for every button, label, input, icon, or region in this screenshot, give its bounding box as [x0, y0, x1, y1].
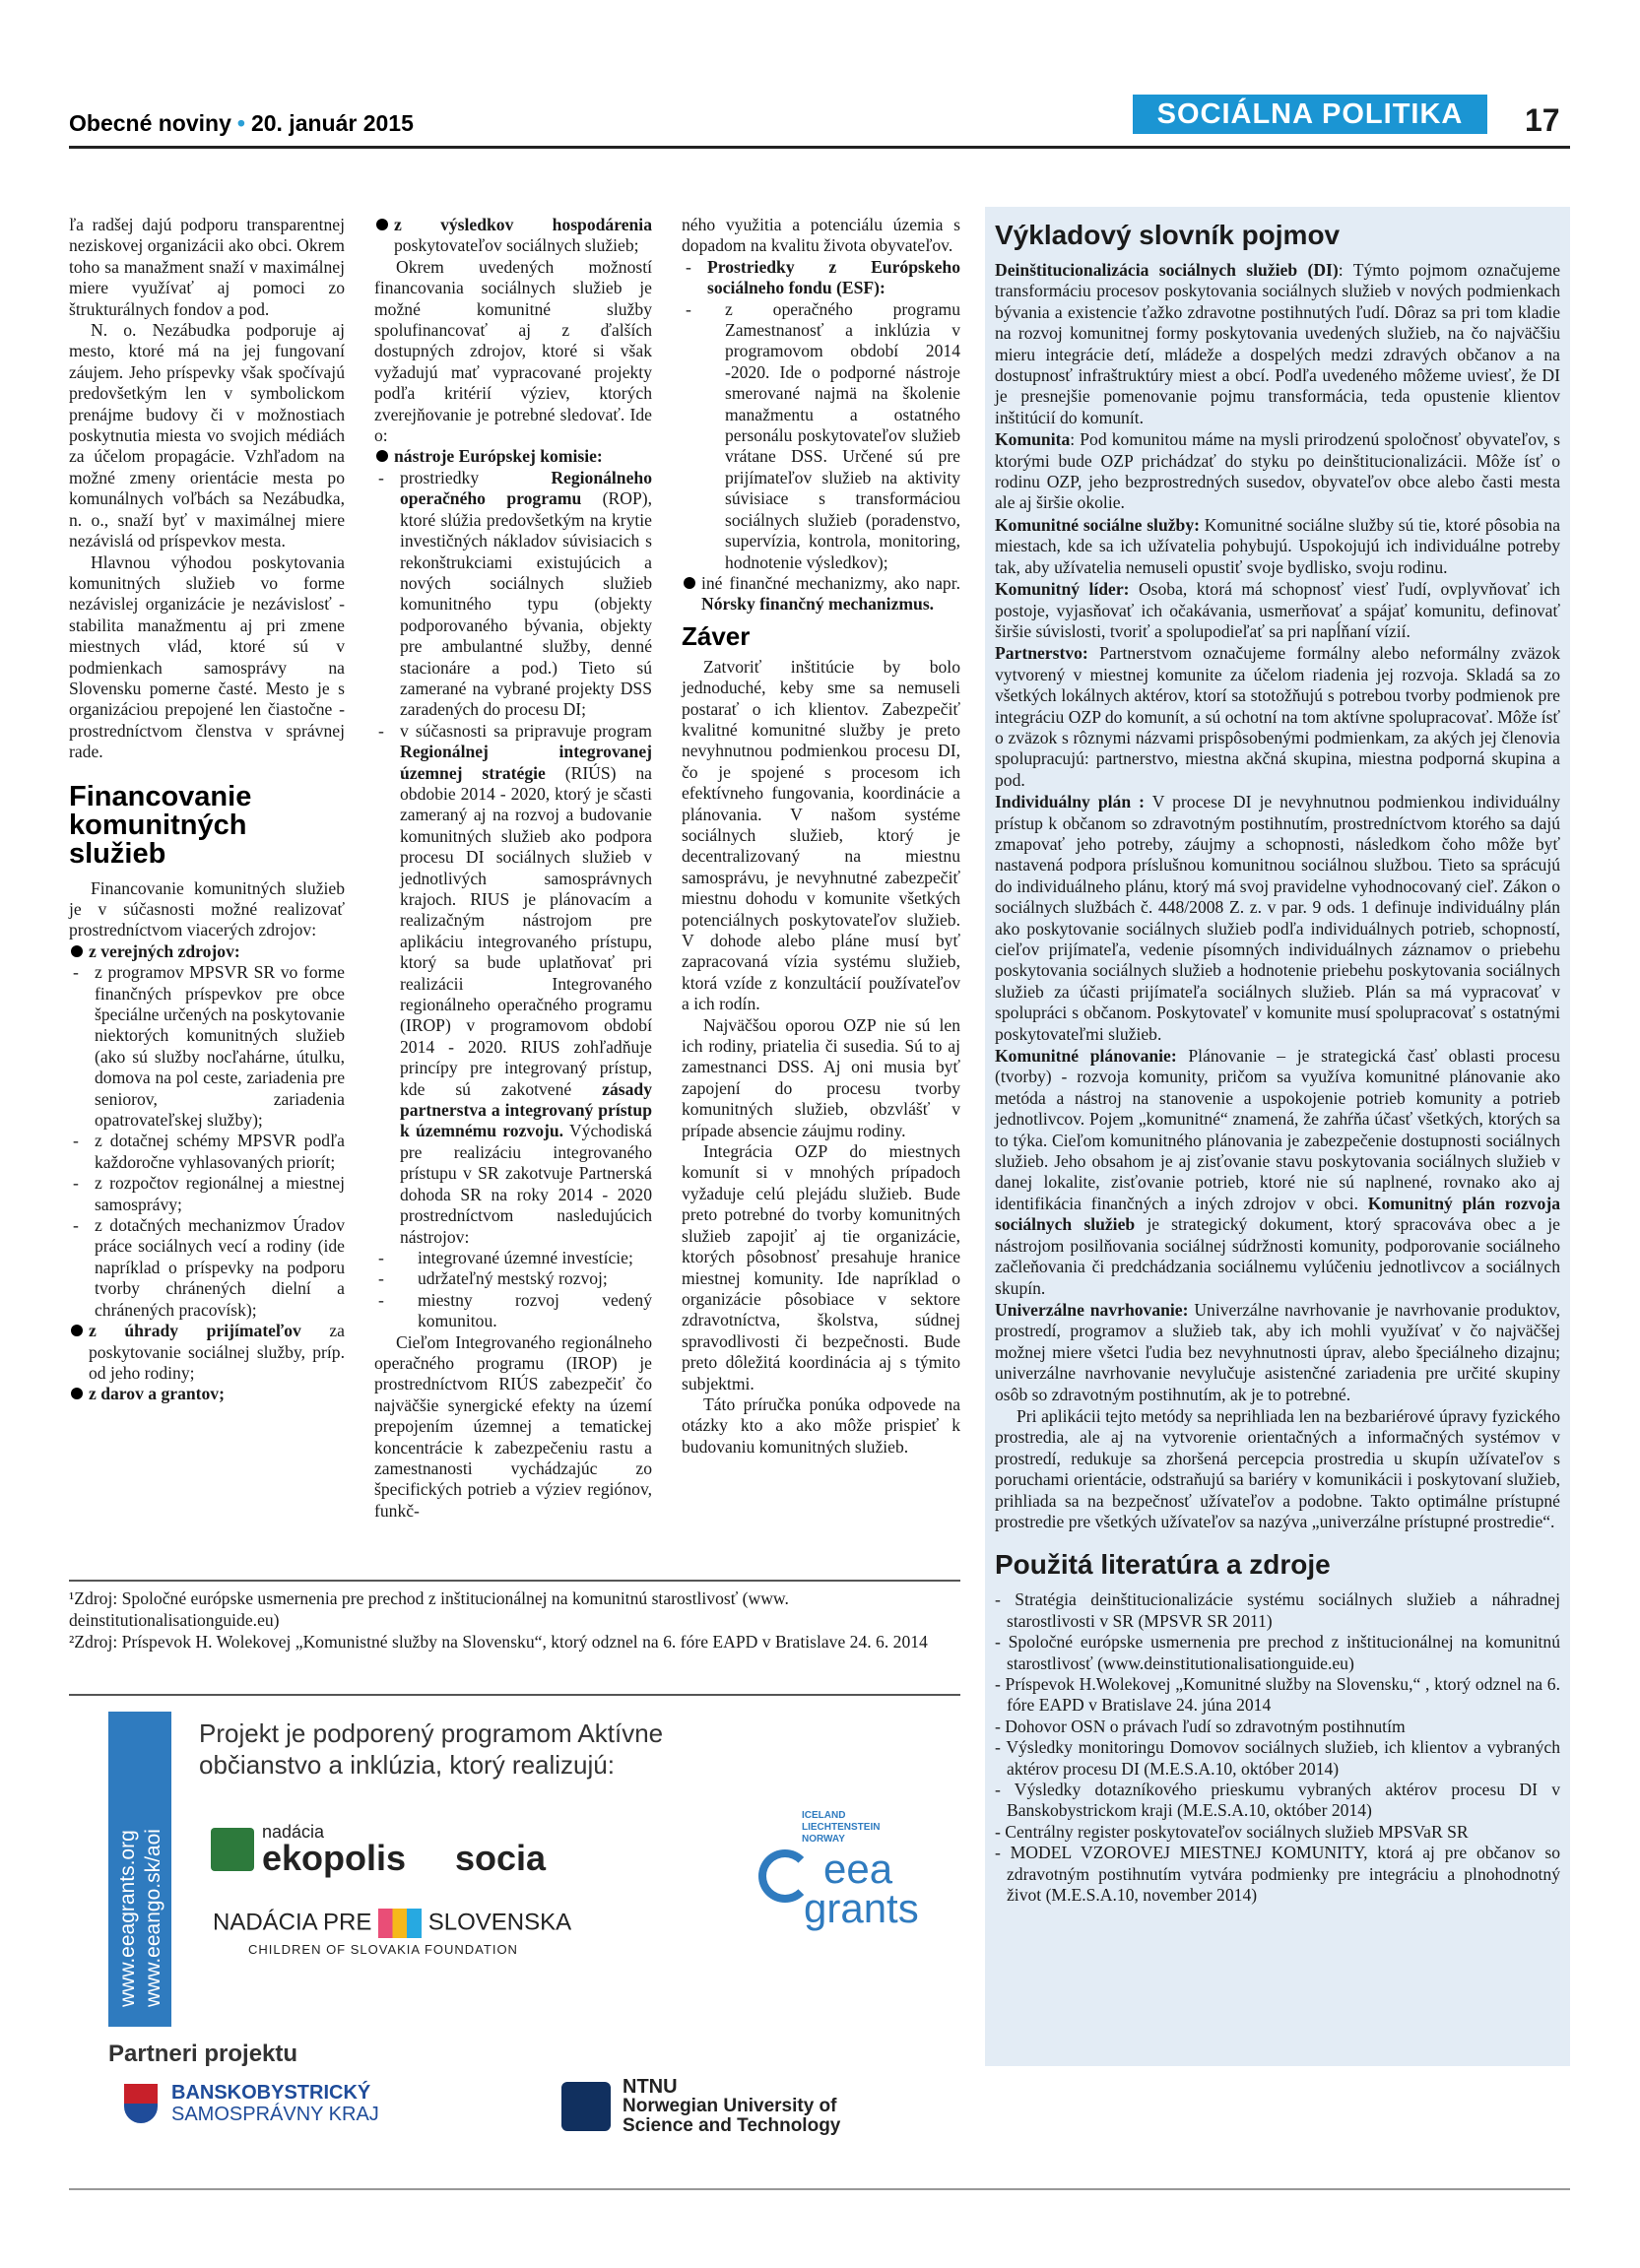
glossary-entry: Komunita: Pod komunitou máme na mysli prirodzenú spoločnosť obyvateľov, s ktorými bude OZP prichádzať do styku po deinštitucionalizácii. Môže ísť o rodinu OZP, jeho bezprostredných susedov, obyvateľov obce alebo časti mesta ale aj širšie okolie. [995, 429, 1560, 513]
glossary-title: Výkladový slovník pojmov [995, 220, 1341, 250]
url-band [108, 1712, 171, 2027]
section-heading: Záver [682, 620, 751, 651]
partners-heading: Partneri projektu [108, 2041, 298, 2067]
url-eeagrants[interactable]: www.eeagrants.org [116, 1830, 139, 2007]
literature-item: - Dohovor OSN o právach ľudí so zdravotným postihnutím [995, 1716, 1406, 1736]
socia-logo: socia [455, 1838, 547, 1878]
bullet-item: z výsledkov hospodárenia poskytovateľov sociálnych služieb; [374, 215, 652, 257]
masthead [69, 110, 414, 137]
glossary-entry: Komunitný líder: Osoba, ktorá má schopnosť viesť ľudí, ovplyvňovať ich postoje, vyjasňovať ich očakávania, usmerňovať a spájať komunitu, definovať širšie súvislosti, tvoriť a spolupodieľať sa pri napĺňaní vízií. [995, 579, 1560, 641]
column-3 [682, 215, 960, 1458]
glossary-entry: Komunitné plánovanie: Plánovanie – je strategická časť oblasti procesu (tvorby) - rozvoja komunity, pričom sa využíva komunitné plánovanie ako metóda a nástroj na stanovenie a uspokojenie potrieb komunity a potrieb jednotlivcov. Pojem „komunitné“ znamená, že zahŕňa účasť všetkých, ktorých sa to týka. Cieľom komunitného plánovania je zabezpečenie dostupnosti sociálnych služieb. Jeho obsahom je aj zisťovanie stavu poskytovania sociálnych služieb v danej lokalite, zisťovanie potrieb, ktoré nie sú naplnené, rovnako ako aj identifikácia finančných a iných zdrojov v obci. Komunitný plán rozvoja sociálnych služieb je strategický dokument, ktorý spracováva obec a je nástrojom posilňovania sociálnej súdržnosti komunity, podporovanie sociálneho začleňovania či predchádzania sociálnemu vylúčeniu jednotlivcov a sociálnych skupín. [995, 1046, 1561, 1298]
literature-item: - MODEL VZOROVEJ MIESTNEJ KOMUNITY, ktorá aj pre občanov so zdravotným postihnutím vytvára podmienky pre integráciu a plnohodnotný život (M.E.S.A.10, november 2014) [995, 1843, 1560, 1906]
header-rule [69, 146, 1570, 149]
paragraph: ľa radšej dajú podporu transparentnej neziskovej organizácii ako obci. Okrem toho sa manažment snaží v maximálnej miere využívať aj pomoci zo štrukturálnych fondov a pod. [69, 215, 345, 319]
literature-item: - Spoločné európske usmernenia pre prechod z inštitucionálnej na komunitnú starostlivosť (www.deinstitutionalisationguide.eu) [995, 1632, 1560, 1673]
section-banner: SOCIÁLNA POLITIKA [1133, 95, 1487, 134]
page-number: 17 [1525, 102, 1560, 138]
glossary-entry: Partnerstvo: Partnerstvom označujeme formálny alebo neformálny zväzok vytvorený v miestnej komunite za účelom riadenia jej rozvoja. Skladá sa zo všetkých lokálnych aktérov, ktorí sa stotožňujú s potrebou tvorby podmienok pre integráciu OZP do komunít, a sú ochotní na tom aktívne spolupracovať. Môže ísť o zväzok s rôznymi názvami prispôsobenými podmienkam, za akých jej členovia spolupracujú: partnerstvo, miestna akčná skupina, miestna podporná skupina a pod. [995, 643, 1560, 790]
crest-icon [124, 2084, 158, 2123]
ad-title: Projekt je podporený programom Aktívne občianstvo a inklúzia, ktorý realizujú: [199, 1718, 664, 1780]
children-icon [378, 1909, 422, 1938]
sub-item: - z programov MPSVR SR vo forme finančných príspevkov pre obce špeciálne určených na poskytovanie niektorých komunitných služieb (ako sú služby nocľahárne, útulku, domova na pol ceste, zariadenia pre seniorov, zariadenia opatrovateľskej služby); [69, 962, 345, 1131]
issue-date: 20. január 2015 [250, 110, 414, 136]
children-of-slovakia-logo: NADÁCIA PRE SLOVENSKA CHILDREN OF SLOVAKIA FOUNDATION [213, 1909, 572, 1957]
ntnu-emblem-icon [561, 2082, 611, 2131]
separator-dot: • [236, 110, 245, 136]
footer-rule [69, 2188, 1570, 2190]
url-eeango[interactable]: www.eeango.sk/aoi [142, 1829, 164, 2007]
glossary-entry: Komunitné sociálne služby: Komunitné sociálne služby sú tie, ktoré pôsobia na miestach, kde sa ich užívatelia pohybujú. Uspokojujú ich individuálne potreby tak, aby užívatelia nemuseli opustiť svoje bydlisko, svoju rodinu. [995, 514, 1561, 577]
bullet-item: z verejných zdrojov: [69, 941, 345, 962]
literature-item: - Príspevok H.Wolekovej „Komunitné služby na Slovensku,“ , ktorý odznel na 6. fóre EAPD v Bratislave 24. júna 2014 [995, 1674, 1560, 1716]
paragraph: Najväčšou oporou OZP nie sú len ich rodiny, priatelia či susedia. Sú to aj zamestnanci DSS. Aj oni musia byť zapojení do procesu tvorby komunitných služieb, obzvlášť v prípade absencie záujmu rodiny. [682, 1014, 960, 1140]
column-1 [69, 215, 345, 1405]
sub-item: - z dotačných mechanizmov Úradov práce sociálnych vecí a rodiny (ide napríklad o príspevky na podporu tvorby chránených dielní a chránených pracovísk); [69, 1215, 345, 1321]
paragraph: Hlavnou výhodou poskytovania komunitných služieb vo forme nezávislej organizácie je nezávislosť - stabilita manažmentu aj pri zmene miestnych vlád, ktoré sú v podmienkach samosprávy na Slovensku pomerne časté. Mesto je s organizáciou prepojené len čiastočne - prostredníctvom členstva v správnej rade. [69, 551, 345, 762]
paper-name: Obecné noviny [69, 110, 231, 136]
sub-item: - z rozpočtov regionálnej a miestnej samosprávy; [69, 1173, 345, 1215]
paragraph: Financovanie komunitných služieb je v súčasnosti možné realizovať prostredníctvom viacerých zdrojov: [69, 877, 345, 940]
paragraph: Pri aplikácii tejto metódy sa neprihliada len na bezbariérové úpravy fyzického prostredia, ale aj na vytvorenie orientačných a informačných systémov v prostredí, redukuje sa zhoršená percepcia prostredia u skupín užívateľov s poruchami orientácie, odstraňujú sa bariéry v komunikácii i poskytovaní služieb, prihliada sa na bezpečnosť užívateľov a podobne. Takto optimálne prístupné prostredie pre všetkých užívateľov sa nazýva „univerzálne prístupné prostredie“. [995, 1405, 1560, 1531]
sub-sub-item: - z operačného programu Zamestnanosť a inklúzia v programovom období 2014 -2020. Ide o podporné nástroje smerované najmä na školenie manažmentu a ostatného personálu poskytovateľov služieb vrátane DSS. Určené sú pre prijímateľov služieb na aktivity súvisiace s transformáciou sociálnych služieb (poradenstvo, supervízia, kontrola, monitoring, hodnotenie výsledkov); [682, 299, 960, 573]
sponsor-ad: www.eeagrants.org www.eeango.sk/aoi Projekt je podporený programom Aktívne občianstvo a inklúzia, ktorý realizujú: nadácia ekopolis socia NADÁCIA PRE SLOVENSKA CHILDREN OF SLOVAKIA FOUNDATION ICELAND LIECHTENSTEIN NORWAY eea grants Partneri projektu BANSKOBYSTRICKÝ SAMOSPRÁVNY KRAJ NTNU Norwegian University of Science and Technology [108, 1712, 926, 2117]
footnote: ¹Zdroj: Spoločné európske usmernenia pre prechod z inštitucionálnej na komunitnú starostlivosť (www. deinstitutionalisationguide.eu) [69, 1588, 789, 1630]
sub-item: - v súčasnosti sa pripravuje program Regionálnej integrovanej územnej stratégie (RIÚS) na obdobie 2014 - 2020, ktorý je sčasti zameraný aj na rozvoj a budovanie komunitných služieb ako podpora procesu DI sociálnych služieb v jednotlivých samosprávnych krajoch. RIUS je plánovacím a realizačným nástrojom pre aplikáciu integrovaného prístupu, ktorý sa bude uplatňovať pri realizácii Integrovaného regionálneho operačného programu (IROP) v programovom období 2014 - 2020. RIUS zohľadňuje princípy pre integrovaný prístup, kde sú zakotvené zásady partnerstva a integrovaný prístup k územnému rozvoju. Východiská pre realizáciu integrovaného prístupu v SR zakotvuje Partnerská dohoda SR na roky 2014 - 2020 prostredníctvom nasledujúcich nástrojov: [374, 721, 652, 1248]
literature-item: - Stratégia deinštitucionalizácie systému sociálnych služieb a náhradnej starostlivosti v SR (MPSVR SR 2011) [995, 1589, 1560, 1631]
column-2 [374, 215, 652, 1522]
bullet-item: z úhrady prijímateľov za poskytovanie sociálnej služby, príp. od jeho rodiny; [69, 1321, 345, 1384]
glossary-sidebar [985, 207, 1570, 2066]
bullet-item: z darov a grantov; [69, 1384, 345, 1404]
ad-rule [69, 1694, 960, 1696]
sub-item: - z dotačnej schémy MPSVR podľa každoročne vyhlasovaných priorít; [69, 1131, 345, 1173]
glossary-entry: Individuálny plán : V procese DI je nevyhnutnou podmienkou individuálny prístup k občanom so zdravotným postihnutím, prostredníctvom ktorého sa dajú zmapovať jeho potreby, záujmy a schopnosti, následkom čoho môže byť nastavená podpora príslušnou komunitnou sociálnou službou. Tieto sa sprácujú do individuálneho plánu, ktorý má svoj pravidelne vyhodnocovaný cieľ. Zákon o sociálnych službách č. 448/2008 Z. z. v par. 9 ods. 1 definuje individuálny plán ako poskytovanie sociálnych služieb podľa individuálnych potrieb, schopností, cieľov prijímateľa, vedenie písomných individuálnych záznamov o priebehu poskytovania sociálnych služieb a hodnotenie priebehu poskytovania sociálnych služieb za účasti prijímateľa sociálnych služieb. Plán sa má vypracovať v spolupráci s občanom. Poskytovateľ v komunite musí spolupracovať s ostatnými poskytovateľmi služieb. [995, 792, 1560, 1044]
paragraph: Okrem uvedených možností financovania sociálnych služieb je možné komunitné služby spolufinancovať aj z ďalších dostupných zdrojov, ktoré si však vyžadujú mať vypracované projekty podľa kritérií výziev, ktorých zverejňovanie je potrebné sledovať. Ide o: [374, 256, 652, 446]
paragraph: Cieľom Integrovaného regionálneho operačného programu (IROP) je prostredníctvom RIÚS zabezpečiť čo najväčšie synergické efekty na území prepojením územnej a tematickej koncentrácie k zabezpečeniu rastu a zamestnanosti vychádzajúc zo špecifických potrieb a výziev regiónov, funkč- [374, 1331, 652, 1521]
literature-title: Použitá literatúra a zdroje [995, 1549, 1331, 1581]
bullet-item: iné finančné mechanizmy, ako napr. Nórsky finančný mechanizmus. [682, 573, 960, 616]
footnote: ²Zdroj: Príspevok H. Wolekovej „Komunistné služby na Slovensku“, ktorý odznel na 6. fóre EAPD v Bratislave 24. 6. 2014 [69, 1632, 928, 1652]
paragraph: Táto príručka ponúka odpovede na otázky kto a ako môže prispieť k budovaniu komunitných služieb. [682, 1393, 960, 1457]
glossary-entry: Univerzálne navrhovanie: Univerzálne navrhovanie je navrhovanie produktov, prostredí, programov a služieb tak, aby ich mohli využívať v čo najväčšej možnej miere všetci ľudia bez nevyhnutnosti úprav, alebo špeciálneho dizajnu; univerzálne navrhovanie nevylučuje asistenčné zariadenia pre určité skupiny osôb so zdravotným postihnutím, ak je to potrebné. [995, 1299, 1560, 1404]
paragraph: ného využitia a potenciálu územia s dopadom na kvalitu života obyvateľov. [682, 215, 960, 256]
sub-sub-item: - miestny rozvoj vedený komunitou. [374, 1290, 652, 1332]
footnote-rule [69, 1580, 960, 1582]
glossary-entry: Deinštitucionalizácia sociálnych služieb (DI): Týmto pojmom označujeme transformáciu procesov poskytovania sociálnych služieb v nových podmienkach bývania a existencie ťažko zdravotne postihnutých ľudí. Dôraz sa pri tom kladie na rozvoj komunitnej formy poskytovania uvedených služieb, na čo najväčšiu mieru integrácie detí, mládeže a dospelých medzi zdravých občanov a na dostupnosť infraštruktúry miest a obcí. Podľa uvedeného môžeme uviesť, že DI je presnejšie pomenovanie pojmu transformácia, teda opustenie klientov inštitúcií do komunít. [995, 260, 1561, 427]
literature-item: - Centrálny register poskytovateľov sociálnych služieb MPSVaR SR [995, 1821, 1469, 1842]
tree-icon [211, 1828, 254, 1871]
sub-item: - Prostriedky z Európskeho sociálneho fondu (ESF): [682, 257, 960, 299]
bullet-item: nástroje Európskej komisie: [374, 446, 652, 467]
sub-sub-item: - integrované územné investície; [374, 1248, 652, 1268]
sub-item: - prostriedky Regionálneho operačného programu (ROP), ktoré slúžia predovšetkým na krytie investičných nákladov súvisiacich s rekonštrukciami existujúcich a nových sociálnych služieb komunitného typu (objekty podporovaného bývania, objekty pre ambulantné služby, denné stacionáre a pod.) Tieto sú zamerané na vybrané projekty DSS zaradených do procesu DI; [374, 468, 652, 721]
literature-item: - Výsledky monitoringu Domovov sociálnych služieb, ich klientov a vybraných aktérov procesu DI (M.E.S.A.10, október 2014) [995, 1737, 1560, 1779]
literature-item: - Výsledky dotazníkového prieskumu vybraných aktérov procesu DI v Banskobystrickom kraji (M.E.S.A.10, október 2014) [995, 1780, 1560, 1821]
section-heading: Financovanie komunitných služieb [69, 780, 252, 870]
paragraph: N. o. Nezábudka podporuje aj mesto, ktoré má na jej fungovaní záujem. Jeho príspevky však spočívajú predovšetkým len v symbolickom prenájme budovy či v možnostiach poskytnutia miesta vo svojich médiách za účelom propagácie. Vzhľadom na možné zmeny orientácie mesta po komunálnych voľbách sa Nezábudka, n. o., snaží byť v maximálnej miere nezávislá od príspevkov mesta. [69, 320, 345, 551]
sub-sub-item: - udržateľný mestský rozvoj; [374, 1268, 652, 1289]
paragraph: Zatvoriť inštitúcie by bolo jednoduché, keby sme sa nemuseli postarať o ich klientov. Zabezpečiť kvalitné komunitné služby je preto nevyhnutnou podmienkou procesu DI, čo je spojené s procesom ich efektívneho fungovania, koordinácie a plánovania. V našom systéme sociálnych služieb, ktorý je decentralizovaný na miestnu samosprávu, je nevyhnutné zabezpečiť miestnu dohodu v komunite všetkých potenciálnych poskytovateľov služieb. V dohode alebo pláne musí byť zapracovaná vízia systému služieb, ktorá vzíde z konzultácií používateľov a ich rodín. [682, 656, 960, 1014]
paragraph: Integrácia OZP do miestnych komunít si v mnohých prípadoch vyžaduje celú plejádu služieb. Bude preto potrebné do tvorby komunitných služieb zapojiť aj tie organizácie, ktorých pôsobnosť presahuje hranice miestnej komunity. Ide napríklad o organizácie pôsobiace v sektore zdravotníctva, školstva, súdnej spravodlivosti či bezpečnosti. Bude preto dôležitá koordinácia aj s týmito subjektmi. [682, 1141, 960, 1393]
footnotes [69, 1588, 960, 1652]
